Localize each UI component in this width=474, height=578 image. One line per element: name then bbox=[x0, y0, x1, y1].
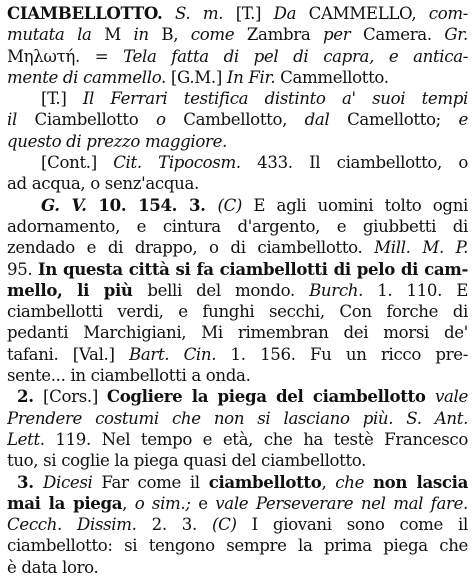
entry-text: come bbox=[190, 25, 247, 45]
entry-text: 119. Nel tempo e età, che ha testè Francesco bbox=[55, 429, 468, 449]
entry-text: vale Perseverare nel mal fare. bbox=[215, 493, 468, 513]
entry-text: pedanti Marchigiani, Mi rimembran dei morsi de' bbox=[7, 323, 468, 343]
entry-text: adornamento, e cintura d'argento, e giubbetti di bbox=[7, 216, 468, 236]
entry-line bbox=[7, 301, 468, 322]
entry-text: In questa città si fa ciambellotti di pelo di cam- bbox=[37, 258, 468, 279]
entry-text: [Cors.] bbox=[43, 387, 107, 407]
entry-text: In Fir. bbox=[226, 67, 281, 87]
entry-text: = Tela fatta di pel di capra, e antica- bbox=[94, 46, 468, 66]
entry-text: o sim.; bbox=[134, 493, 199, 513]
entry-line bbox=[7, 237, 468, 258]
entry-text: sente... in ciambellotti a onda. bbox=[7, 366, 251, 386]
entry-text: e bbox=[458, 110, 468, 130]
entry-text: , bbox=[321, 472, 336, 492]
entry-text: mai la piega bbox=[7, 492, 123, 513]
entry-text: 95. bbox=[7, 259, 38, 279]
entry-text: non lascia bbox=[372, 471, 468, 492]
entry-text: [G.M.] bbox=[170, 67, 227, 87]
entry-text: Dicesi bbox=[43, 472, 102, 492]
entry-text: 1. 110. E bbox=[377, 280, 468, 300]
entry-text: vale bbox=[434, 387, 468, 407]
entry-line bbox=[7, 322, 468, 343]
entry-text: 3. bbox=[17, 471, 44, 492]
entry-text: 1. 156. Fu un ricco pre- bbox=[230, 344, 468, 364]
entry-text: CAMMELLO, bbox=[308, 4, 429, 23]
entry-text: Prendere costumi che non si lasciano più. S. Ant. bbox=[7, 408, 468, 428]
entry-text: Lett. bbox=[7, 429, 56, 449]
entry-line bbox=[7, 408, 468, 429]
headword: CIAMBELLOTTO. bbox=[7, 3, 163, 23]
entry-text: 2. bbox=[17, 386, 44, 407]
entry-line bbox=[7, 3, 468, 24]
entry-line bbox=[7, 259, 468, 280]
entry-line bbox=[7, 46, 468, 67]
entry-text: 433. Il ciambellotto, o bbox=[257, 153, 468, 173]
entry-line bbox=[7, 514, 468, 535]
entry-line bbox=[7, 344, 468, 365]
entry-text: [T.] bbox=[41, 89, 83, 109]
entry-line bbox=[7, 152, 468, 173]
entry-text: mente di cammello. bbox=[7, 67, 171, 87]
entry-text: I giovani sono come il bbox=[251, 515, 468, 535]
entry-line bbox=[7, 450, 468, 471]
entry-text: mello, li più bbox=[7, 279, 148, 300]
entry-text: Burch. bbox=[309, 280, 378, 300]
entry-text: Cecch. Dissim. bbox=[7, 515, 152, 535]
dictionary-entry-ciambellotto bbox=[7, 3, 468, 578]
entry-text: è data loro. bbox=[7, 557, 99, 577]
entry-text: M bbox=[104, 25, 134, 45]
entry-line bbox=[7, 109, 468, 130]
entry-text: Da bbox=[273, 4, 309, 23]
entry-text: 2. 3. bbox=[151, 515, 212, 535]
entry-line bbox=[7, 365, 468, 386]
entry-text: 10. 154. 3. bbox=[98, 194, 218, 215]
entry-text: Cammellotto. bbox=[280, 67, 389, 87]
entry-text: (C) bbox=[212, 515, 252, 535]
entry-text: (C) bbox=[217, 195, 254, 215]
entry-text: per bbox=[323, 25, 363, 45]
entry-line bbox=[7, 24, 468, 45]
entry-text: questo di prezzo maggiore. bbox=[7, 131, 228, 151]
entry-text: com- bbox=[428, 4, 468, 23]
entry-text: ad acqua, o senz'acqua. bbox=[7, 174, 199, 194]
entry-text: S. m. bbox=[162, 4, 236, 23]
entry-line bbox=[7, 280, 468, 301]
entry-line bbox=[7, 195, 468, 216]
entry-text: Far come il bbox=[101, 472, 209, 492]
entry-text: ciambellotto bbox=[208, 471, 322, 492]
entry-text: [Cont.] bbox=[41, 153, 114, 173]
entry-text: Mill. M. P. bbox=[374, 238, 468, 258]
entry-text: zendado e di drappo, o di ciambellotto. bbox=[7, 238, 375, 258]
entry-text: belli del mondo. bbox=[147, 280, 310, 300]
entry-line bbox=[7, 535, 468, 556]
entry-text: dal bbox=[304, 110, 348, 130]
entry-line bbox=[7, 472, 468, 493]
entry-text: , bbox=[122, 493, 135, 513]
entry-text: in bbox=[133, 25, 162, 45]
entry-line bbox=[7, 386, 468, 407]
entry-line bbox=[7, 67, 468, 88]
entry-text: mutata la bbox=[7, 25, 105, 45]
entry-text: E agli uomini tolto ogni bbox=[253, 195, 468, 215]
entry-text: Cambellotto, bbox=[183, 110, 305, 130]
entry-text: Μηλωτή. bbox=[7, 46, 95, 66]
entry-line bbox=[7, 429, 468, 450]
entry-text: B, bbox=[161, 25, 191, 45]
entry-text: ciambellotti verdi, e funghi secchi, Con forche di bbox=[7, 302, 468, 322]
entry-text: [T.] bbox=[235, 4, 274, 23]
entry-text: il bbox=[7, 110, 35, 130]
entry-text: tuo, si coglie la piega quasi del ciambellotto. bbox=[7, 451, 367, 471]
entry-line bbox=[7, 493, 468, 514]
entry-text: Camellotto; bbox=[347, 110, 459, 130]
entry-text: ciambellotto: si tengono sempre la prima piega che bbox=[7, 536, 468, 556]
entry-line bbox=[7, 173, 468, 194]
entry-text: Zambra bbox=[246, 25, 324, 45]
entry-line bbox=[7, 216, 468, 237]
entry-text: tafani. [Val.] bbox=[7, 344, 129, 364]
entry-text: G. V. bbox=[41, 194, 99, 215]
entry-text: che bbox=[335, 472, 373, 492]
entry-text: Ciambellotto bbox=[34, 110, 156, 130]
entry-text: Cogliere la piega del ciambellotto bbox=[106, 386, 435, 407]
entry-text: Gr. bbox=[444, 25, 468, 45]
entry-line bbox=[7, 131, 468, 152]
entry-text: Camera. bbox=[362, 25, 445, 45]
entry-text: Il Ferrari testifica distinto a' suoi tempi bbox=[82, 89, 468, 109]
entry-line bbox=[7, 557, 468, 578]
entry-text: o bbox=[155, 110, 184, 130]
entry-text: Bart. Cin. bbox=[128, 344, 231, 364]
entry-text: Cit. Tipocosm. bbox=[113, 153, 258, 173]
entry-line bbox=[7, 88, 468, 109]
entry-text: e bbox=[198, 493, 216, 513]
